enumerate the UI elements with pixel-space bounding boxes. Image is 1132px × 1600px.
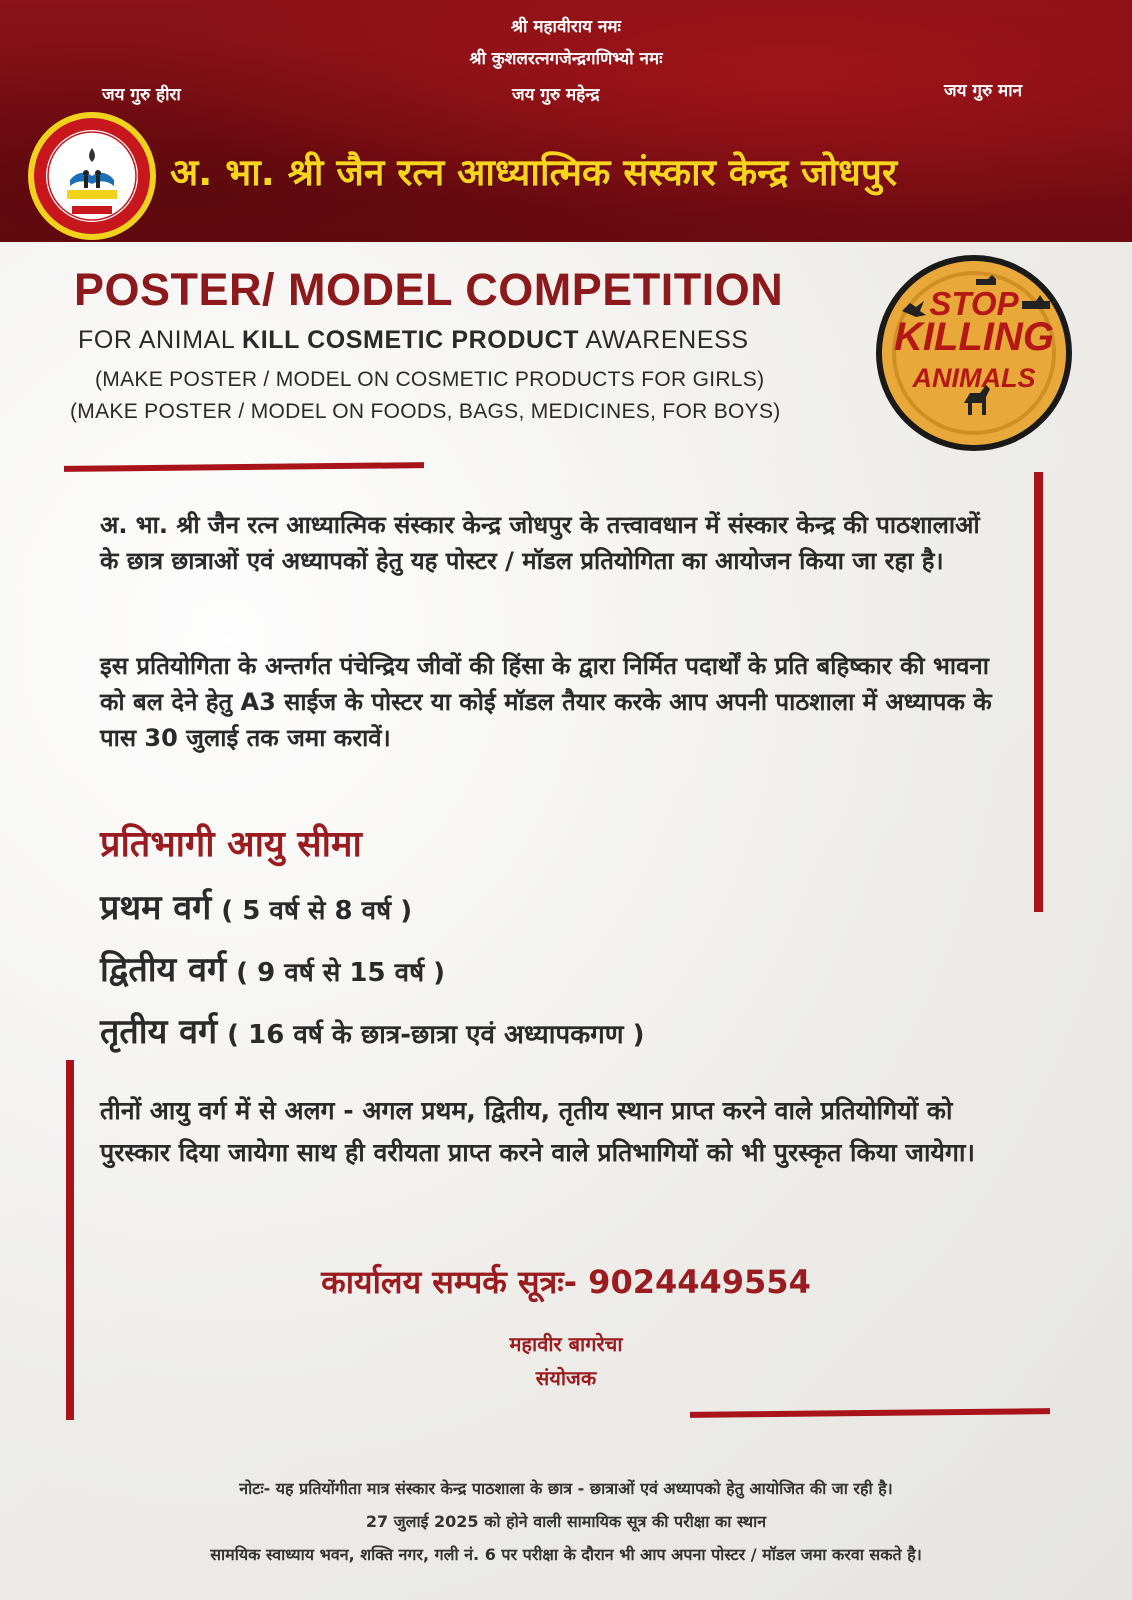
header-band — [0, 0, 1132, 242]
guru-middle: जय गुरु महेन्द्र — [512, 85, 600, 105]
competition-subtitle — [78, 326, 858, 355]
brush-stroke-right — [1034, 472, 1043, 912]
stop-killing-animals-icon — [876, 255, 1072, 451]
organization-seal-icon — [28, 112, 156, 240]
footer-note-1: नोटः- यह प्रतियोंगीता मात्र संस्कार केन्द्र पाठशाला के छात्र - छात्राओं एवं अध्यापको हेतु आयोजित की जा रही है। — [239, 1479, 893, 1498]
signatory-role: संयोजक — [535, 1366, 597, 1390]
organization-title: अ. भा. श्री जैन रत्न आध्यात्मिक संस्कार केन्द्र जोधपुर — [170, 151, 898, 194]
age-group-1-name: प्रथम वर्ग — [100, 888, 212, 928]
prizes-paragraph: तीनों आयु वर्ग में से अलग - अगल प्रथम, द्वितीय, तृतीय स्थान प्राप्त करने वाले प्रतियोगियों को पुरस्कार दिया जायेगा साथ ही वरीयता प्राप्त करने वाले प्रतिभागियों को भी पुरस्कृत किया जायेगा। — [100, 1096, 975, 1167]
age-group-2-name: द्वितीय वर्ग — [100, 950, 227, 990]
subtitle-suffix: AWARENESS — [579, 326, 749, 354]
age-group-2 — [100, 945, 445, 991]
mantra-line-1: श्री महावीराय नमः — [511, 17, 621, 37]
badge-line-killing: KILLING — [894, 315, 1054, 359]
badge-line-stop: STOP — [929, 285, 1019, 322]
mantra-line-2: श्री कुशलरत्नगजेन्द्रगणिभ्यो नमः — [469, 49, 663, 69]
age-group-3-range: ( 16 वर्ष के छात्र-छात्रा एवं अध्यापकगण ) — [227, 1020, 645, 1050]
footer-note-2: 27 जुलाई 2025 को होने वाली सामायिक सूत्र की परीक्षा का स्थान — [365, 1512, 767, 1531]
guru-left: जय गुरु हीरा — [102, 85, 181, 105]
intro-paragraph: अ. भा. श्री जैन रत्न आध्यात्मिक संस्कार केन्द्र जोधपुर के तत्त्वावधान में संस्कार केन्द्र की पाठशालाओं के छात्र छात्राओं एवं अध्यापकों हेतु यह पोस्टर / मॉडल प्रतियोगिता का आयोजन किया जा रहा है। — [100, 511, 980, 575]
boys-note: (MAKE POSTER / MODEL ON FOODS, BAGS, MEDICINES, FOR BOYS) — [70, 400, 781, 423]
subtitle-bold: KILL COSMETIC PRODUCT — [242, 326, 580, 354]
guru-right: जय गुरु मान — [944, 81, 1023, 101]
footer-note-3: सामयिक स्वाध्याय भवन, शक्ति नगर, गली नं. 6 पर परीक्षा के दौरान भी आप अपना पोस्टर / मॉडल जमा करवा सकते है। — [210, 1545, 922, 1564]
brush-stroke-top — [64, 462, 424, 472]
age-group-3-name: तृतीय वर्ग — [100, 1012, 218, 1052]
signatory-name: महावीर बागरेचा — [509, 1332, 623, 1356]
competition-title: POSTER/ MODEL COMPETITION — [74, 264, 784, 315]
age-group-2-range: ( 9 वर्ष से 15 वर्ष ) — [236, 958, 446, 988]
instructions-paragraph: इस प्रतियोगिता के अन्तर्गत पंचेन्द्रिय जीवों की हिंसा के द्वारा निर्मित पदार्थों के प्रति बहिष्कार की भावना को बल देने हेतु A3 साईज के पोस्टर या कोई मॉडल तैयार करके आप अपनी पाठशाला में अध्यापक के पास 30 जुलाई तक जमा करावें। — [100, 652, 992, 752]
age-limit-heading: प्रतिभागी आयु सीमा — [100, 824, 362, 865]
age-group-1 — [100, 883, 412, 929]
badge-line-animals: ANIMALS — [912, 363, 1036, 393]
subtitle-prefix: FOR ANIMAL — [78, 326, 243, 354]
brush-stroke-bottom — [690, 1408, 1050, 1418]
office-contact: कार्यालय सम्पर्क सूत्रः- 9024449554 — [321, 1263, 811, 1301]
girls-note: (MAKE POSTER / MODEL ON COSMETIC PRODUCTS FOR GIRLS) — [95, 368, 765, 391]
age-group-3 — [100, 1007, 645, 1053]
age-group-1-range: ( 5 वर्ष से 8 वर्ष ) — [221, 896, 413, 926]
